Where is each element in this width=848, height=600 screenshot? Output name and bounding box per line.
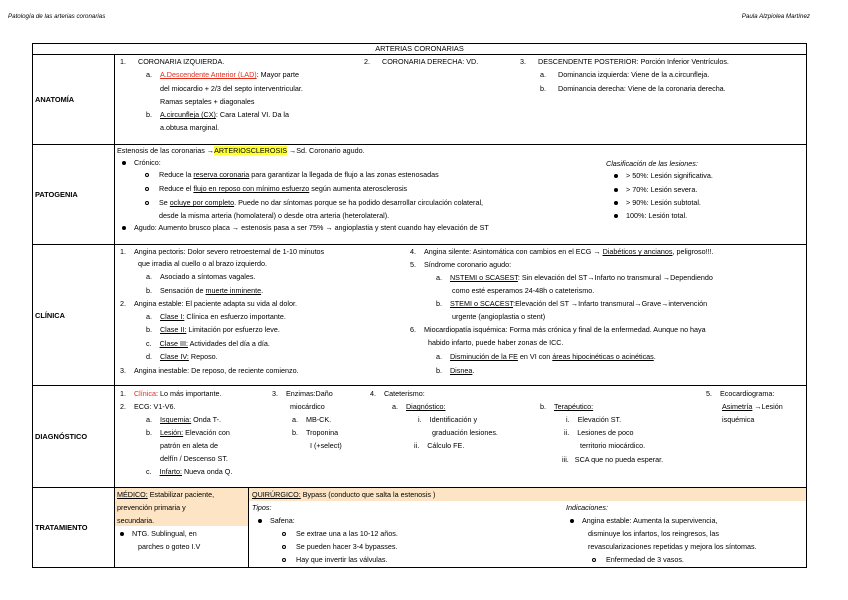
dx-cath-therapeutic: b. Terapéutico: xyxy=(540,402,594,411)
table-border-bottom xyxy=(32,567,807,568)
row-divider xyxy=(32,385,807,386)
clinic-item: b. Sensación de muerte inminente. xyxy=(146,286,264,295)
tx-indications: Indicaciones: xyxy=(566,503,608,512)
clinic-nstemi: a. NSTEMI o SCASEST: Sin elevación del ST→Infarto no transmural →Dependiendo xyxy=(436,273,713,282)
dx-enzyme-item: b. Troponina xyxy=(292,428,339,437)
dx-ecg: 2. ECG: V1-V6. xyxy=(120,402,176,411)
dx-cath-item: ii. Cálculo FE. xyxy=(414,441,465,450)
tx-ntg: NTG. Sublingual, en xyxy=(120,529,197,540)
dx-enzyme-item: a. MB-CK. xyxy=(292,415,332,424)
anatomy-left-coronary: CORONARIA IZQUIERDA. xyxy=(138,57,225,66)
list-num: 2. xyxy=(364,57,370,66)
anatomy-right-coronary: CORONARIA DERECHA: VD. xyxy=(382,57,479,66)
list-letter: b. xyxy=(146,110,152,119)
lad-link: A.Descendente Anterior (LAD) xyxy=(160,70,257,79)
clinic-angina-pectoris: 1. Angina pectoris: Dolor severo retroesternal de 1-10 minutos xyxy=(120,247,325,256)
arteriosclerosis-highlight: ARTERIOSCLEROSIS xyxy=(214,146,288,155)
dx-cath-diagnostic: a. Diagnóstico: xyxy=(392,402,446,411)
tx-safena: Safena: xyxy=(258,516,295,527)
dx-cath-cont: territorio miocárdico. xyxy=(580,441,646,450)
row-divider xyxy=(32,244,807,245)
dx-ecg-item: a. Isquemia: Onda T-. xyxy=(146,415,221,424)
dx-enzymes-cont: miocárdico xyxy=(290,402,325,411)
clinic-stable-angina: 2. Angina estable: El paciente adapta su vida al dolor. xyxy=(120,299,298,308)
anatomy-dominance-right: Dominancia derecha: Viene de la coronaria derecha. xyxy=(558,84,726,93)
chronic-item-cont: desde la misma arteria (homolateral) o desde otra arteria (heterolateral). xyxy=(159,211,390,220)
classification-item: > 90%: Lesión subtotal. xyxy=(614,198,701,209)
chronic-item: Reduce la reserva coronaria para garantizar la llegada de flujo a las zonas estenosadas xyxy=(145,170,439,181)
classification-item: > 70%: Lesión severa. xyxy=(614,185,697,196)
pathogenesis-chronic: Crónico: xyxy=(122,158,161,169)
tx-indication-cont: disminuye los infartos, los reingresos, las xyxy=(588,529,720,538)
pathogenesis-intro: Estenosis de las coronarias →ARTERIOSCLEROSIS →Sd. Coronario agudo. xyxy=(117,146,365,155)
row-label-patogenia: PATOGENIA xyxy=(35,190,78,199)
anatomy-cx-desc: a.obtusa marginal. xyxy=(160,123,220,132)
anatomy-lad: A.Descendente Anterior (LAD): Mayor parte xyxy=(160,70,300,79)
clinic-icm-item: b. Disnea. xyxy=(436,366,475,375)
clinic-class: d. Clase IV: Reposo. xyxy=(146,352,218,361)
classification-title: Clasificación de las lesiones: xyxy=(606,159,698,168)
row-label-anatomia: ANATOMÍA xyxy=(35,95,75,104)
title-divider xyxy=(32,54,807,55)
anatomy-dominance-left: Dominancia izquierda: Viene de la a.circunfleja. xyxy=(558,70,710,79)
dx-enzymes: 3. Enzimas:Daño xyxy=(272,389,333,398)
clinic-acs: 5. Síndrome coronario agudo: xyxy=(410,260,512,269)
tx-safena-item: Se extrae una a las 10-12 años. xyxy=(282,529,398,540)
clinic-class: b. Clase II: Limitación por esfuerzo leve. xyxy=(146,325,280,334)
classification-item: 100%: Lesión total. xyxy=(614,211,687,222)
row-label-tratamiento: TRATAMIENTO xyxy=(35,523,88,532)
tx-indication-cont: revascularizaciones repetidas y mejora los síntomas. xyxy=(588,542,757,551)
anatomy-cx: A.circunfleja (CX): Cara Lateral VI. Da la xyxy=(160,110,290,119)
clinic-unstable-angina: 3. Angina inestable: De reposo, de reciente comienzo. xyxy=(120,366,299,375)
dx-ecg-cont: delfín / Descenso ST. xyxy=(160,454,228,463)
list-letter: a. xyxy=(146,70,152,79)
tx-medical-cont: prevención primaria y xyxy=(117,503,186,512)
table-border-right xyxy=(806,43,807,568)
clinic-class: a. Clase I: Clínica en esfuerzo importante. xyxy=(146,312,286,321)
chronic-item: Se ocluye por completo. Puede no dar síntomas porque se ha podido desarrollar circulación colateral, xyxy=(145,198,483,209)
dx-cath-item: i. Elevación ST. xyxy=(566,415,622,424)
tx-types: Tipos: xyxy=(252,503,272,512)
clinic-stemi-cont: urgente (angioplastia o stent) xyxy=(452,312,546,321)
clinic-angina-pectoris-cont: que irradia al cuello o al brazo izquierdo. xyxy=(138,259,268,268)
tx-indication-sub: Enfermedad de 3 vasos. xyxy=(592,555,684,566)
chronic-item: Reduce el flujo en reposo con mínimo esfuerzo según aumenta aterosclerosis xyxy=(145,184,407,195)
clinic-silent-angina: 4. Angina silente: Asintomática con cambios en el ECG → Diabéticos y ancianos, peligroso!!!. xyxy=(410,247,714,256)
dx-ecg-item: c. Infarto: Nueva onda Q. xyxy=(146,467,233,476)
tx-indication-item: Angina estable: Aumenta la supervivencia, xyxy=(570,516,717,527)
header-left: Patología de las arterias coronarias xyxy=(8,13,106,20)
clinic-ischemic-cardiomyopathy: 6. Miocardiopatía isquémica: Forma más crónica y final de la enfermedad. Aunque no haya xyxy=(410,325,706,334)
dx-cath-item: ii. Lesiones de poco xyxy=(564,428,634,437)
dx-enzyme-cont: I (+select) xyxy=(310,441,342,450)
clinic-class: c. Clase III: Actividades del día a día. xyxy=(146,339,270,348)
tx-surgical: QUIRÚRGICO: Bypass (conducto que salta la estenosis ) xyxy=(252,490,436,499)
dx-ecg-item: b. Lesión: Elevación con xyxy=(146,428,230,437)
list-letter: b. xyxy=(540,84,546,93)
tx-safena-item: Hay que invertir las válvulas. xyxy=(282,555,387,566)
clinic-stemi: b. STEMI o SCACEST:Elevación del ST →Infarto transmural→Grave→intervención xyxy=(436,299,708,308)
dx-cath-item: iii. SCA que no pueda esperar. xyxy=(562,455,664,464)
tx-ntg-cont: parches o goteo I.V xyxy=(138,542,201,551)
table-title: ARTERIAS CORONARIAS xyxy=(375,44,464,53)
dx-echo-item: Asimetría →Lesión xyxy=(722,402,783,411)
clinic-item: a. Asociado a síntomas vagales. xyxy=(146,272,256,281)
anatomy-posterior-desc: DESCENDENTE POSTERIOR: Porción Inferior Ventrículos. xyxy=(538,57,729,66)
anatomy-lad-desc: del miocardio + 2/3 del septo interventricular. xyxy=(160,84,303,93)
clinic-icm-item: a. Disminución de la FE en VI con áreas hipocinéticas o acinéticas. xyxy=(436,352,656,361)
dx-ecg-cont: patrón en aleta de xyxy=(160,441,218,450)
pathogenesis-acute: Agudo: Aumento brusco placa → estenosis pasa a ser 75% → angioplastia y stent cuando hay elevación de ST xyxy=(122,223,489,234)
dx-echo-cont: isquémica xyxy=(722,415,755,424)
row-divider xyxy=(32,144,807,145)
treatment-divider xyxy=(248,488,249,567)
list-num: 3. xyxy=(520,57,526,66)
clinic-nstemi-cont: como esté esperamos 24-48h o cateterismo. xyxy=(452,286,595,295)
classification-item: > 50%: Lesión significativa. xyxy=(614,171,713,182)
header-right: Paula Alzpiolea Martínez xyxy=(741,13,810,20)
list-num: 1. xyxy=(120,57,126,66)
row-label-diagnostico: DIAGNÓSTICO xyxy=(35,432,88,441)
dx-echo: 5. Ecocardiograma: xyxy=(706,389,775,398)
tx-medical-cont: secundaria. xyxy=(117,516,155,525)
dx-catheterism: 4. Cateterismo: xyxy=(370,389,425,398)
dx-cath-item: i. Identificación y xyxy=(418,415,478,424)
dx-clinic: 1. Clínica: Lo más importante. xyxy=(120,389,222,398)
tx-medical: MÉDICO: Estabilizar paciente, xyxy=(117,490,215,499)
tx-safena-item: Se pueden hacer 3-4 bypasses. xyxy=(282,542,398,553)
clinic-icm-cont: habido infarto, puede haber zonas de ICC. xyxy=(428,338,564,347)
dx-cath-cont: graduación lesiones. xyxy=(432,428,498,437)
row-label-clinica: CLÍNICA xyxy=(35,310,65,320)
anatomy-lad-desc2: Ramas septales + diagonales xyxy=(160,97,255,106)
list-letter: a. xyxy=(540,70,546,79)
